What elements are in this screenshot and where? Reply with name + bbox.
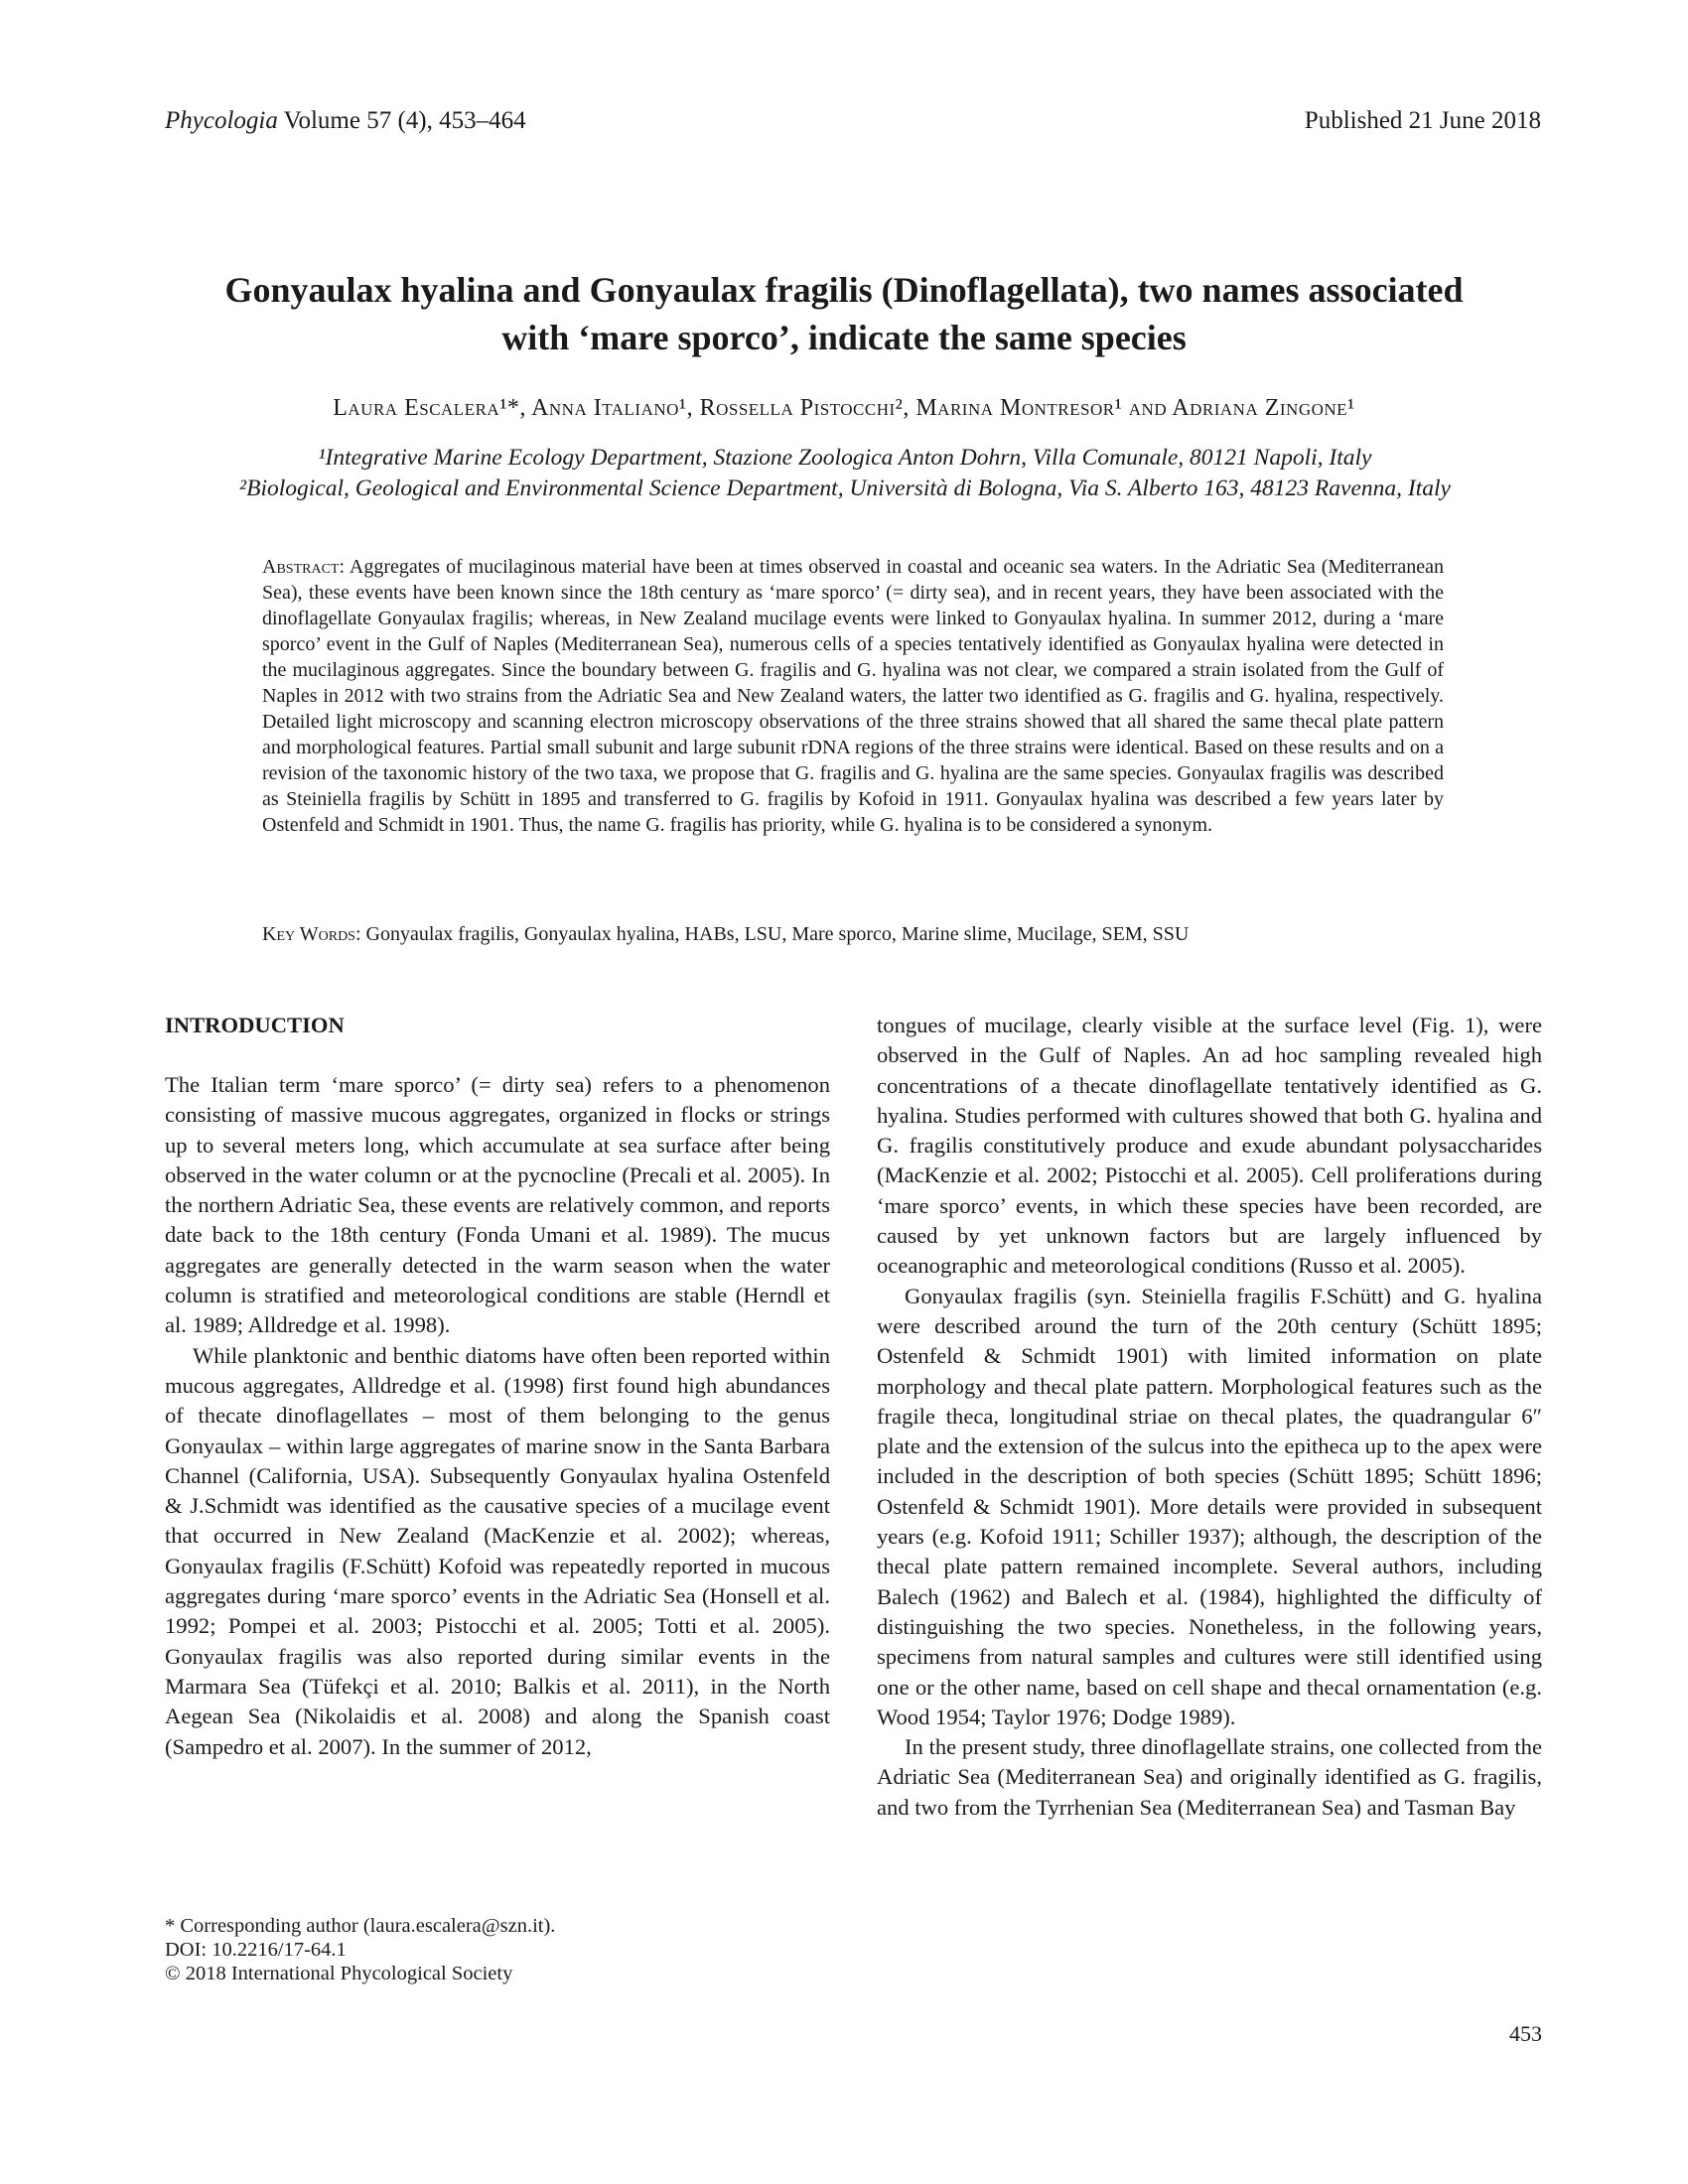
section-heading-introduction: INTRODUCTION	[165, 1013, 345, 1037]
corresponding-author-note: * Corresponding author (laura.escalera@szn.it).	[165, 1915, 556, 1937]
abstract-label: Abstract:	[262, 556, 346, 578]
published-date: Published 21 June 2018	[1304, 107, 1541, 134]
copyright: © 2018 International Phycological Society	[165, 1963, 513, 1984]
author-list: Laura Escalera¹*, Anna Italiano¹, Rossella Pistocchi², Marina Montresor¹ and Adriana Zingone¹	[333, 395, 1355, 421]
keywords-text: Gonyaulax fragilis, Gonyaulax hyalina, HABs, LSU, Mare sporco, Marine slime, Mucilage, SEM, SSU	[365, 923, 1190, 945]
paragraph: The Italian term ‘mare sporco’ (= dirty sea) refers to a phenomenon consisting of massive mucous aggregates, organized in flocks or strings up to several meters long, which accumulate at sea surface after being observed in the water column or at the pycnocline (Precali et al. 2005). In the northern Adriatic Sea, these events are relatively common, and reports date back to the 18th century (Fonda Umani et al. 1989). The mucus aggregates are generally detected in the warm season when the water column is stratified and meteorological conditions are stable (Herndl et al. 1989; Alldredge et al. 1998).	[165, 1072, 830, 1338]
keywords-label: Key Words:	[262, 923, 361, 945]
journal-citation	[165, 107, 526, 135]
affiliation-2: ²Biological, Geological and Environmental Science Department, Università di Bologna, Via S. Alberto 163, 48123 Ravenna, Italy	[239, 476, 1451, 501]
abstract	[262, 554, 1444, 838]
abstract-text: Aggregates of mucilaginous material have been at times observed in coastal and oceanic sea waters. In the Adriatic Sea (Mediterranean Sea), these events have been known since the 18th century as ‘mare sporco’ (= dirty sea), and in recent years, they have been associated with the dinoflagellate Gonyaulax fragilis; whereas, in New Zealand mucilage events were linked to Gonyaulax hyalina. In summer 2012, during a ‘mare sporco’ event in the Gulf of Naples (Mediterranean Sea), numerous cells of a species tentatively identified as Gonyaulax hyalina were detected in the mucilaginous aggregates. Since the boundary between G. fragilis and G. hyalina was not clear, we compared a strain isolated from the Gulf of Naples in 2012 with two strains from the Adriatic Sea and New Zealand waters, the latter two identified as G. fragilis and G. hyalina, respectively. Detailed light microscopy and scanning electron microscopy observations of the three strains showed that all shared the same thecal plate pattern and morphological features. Partial small subunit and large subunit rDNA regions of the three strains were identical. Based on these results and on a revision of the taxonomic history of the two taxa, we propose that G. fragilis and G. hyalina are the same species. Gonyaulax fragilis was described as Steiniella fragilis by Schütt in 1895 and transferred to G. fragilis by Kofoid in 1911. Gonyaulax hyalina was described a few years later by Ostenfeld and Schmidt in 1901. Thus, the name G. fragilis has priority, while G. hyalina is to be considered a synonym.	[262, 556, 1444, 836]
right-column	[877, 1011, 1542, 1823]
page-number: 453	[1509, 2021, 1542, 2046]
article-title	[149, 266, 1539, 361]
affiliation-1: ¹Integrative Marine Ecology Department, Stazione Zoologica Anton Dohrn, Villa Comunale, 80121 Napoli, Italy	[318, 445, 1372, 471]
paragraph: While planktonic and benthic diatoms have often been reported within mucous aggregates, Alldredge et al. (1998) first found high abundances of thecate dinoflagellates – most of them belonging to the genus Gonyaulax – within large aggregates of marine snow in the Santa Barbara Channel (California, USA). Subsequently Gonyaulax hyalina Ostenfeld & J.Schmidt was identified as the causative species of a mucilage event that occurred in New Zealand (MacKenzie et al. 2002); whereas, Gonyaulax fragilis (F.Schütt) Kofoid was repeatedly reported in mucous aggregates during ‘mare sporco’ events in the Adriatic Sea (Honsell et al. 1992; Pompei et al. 2003; Pistocchi et al. 2005; Totti et al. 2005). Gonyaulax fragilis was also reported during similar events in the Marmara Sea (Tüfekçi et al. 2010; Balkis et al. 2011), in the North Aegean Sea (Nikolaidis et al. 2008) and along the Spanish coast (Sampedro et al. 2007). In the summer of 2012,	[165, 1342, 830, 1759]
paragraph: Gonyaulax fragilis (syn. Steiniella fragilis F.Schütt) and G. hyalina were described around the turn of the 20th century (Schütt 1895; Ostenfeld & Schmidt 1901) with limited information on plate morphology and thecal plate pattern. Morphological features such as the fragile theca, longitudinal striae on thecal plates, the quadrangular 6″ plate and the extension of the sulcus into the epitheca up to the apex were included in the description of both species (Schütt 1895; Schütt 1896; Ostenfeld & Schmidt 1901). More details were provided in subsequent years (e.g. Kofoid 1911; Schiller 1937); although, the description of the thecal plate pattern remained incomplete. Several authors, including Balech (1962) and Balech et al. (1984), highlighted the difficulty of distinguishing the two species. Nonetheless, in the following years, specimens from natural samples and cultures were still identified using one or the other name, based on cell shape and thecal ornamentation (e.g. Wood 1954; Taylor 1976; Dodge 1989).	[877, 1283, 1542, 1729]
paragraph: tongues of mucilage, clearly visible at the surface level (Fig. 1), were observed in the Gulf of Naples. An ad hoc sampling revealed high concentrations of a thecate dinoflagellate tentatively identified as G. hyalina. Studies performed with cultures showed that both G. hyalina and G. fragilis constitutively produce and exude abundant polysaccharides (MacKenzie et al. 2002; Pistocchi et al. 2005). Cell proliferations during ‘mare sporco’ events, in which these species have been recorded, are caused by yet unknown factors but are largely influenced by oceanographic and meteorological conditions (Russo et al. 2005).	[877, 1013, 1542, 1279]
keywords	[262, 921, 1444, 947]
title-line-1: Gonyaulax hyalina and Gonyaulax fragilis (Dinoflagellata), two names associated	[224, 270, 1464, 310]
running-head	[165, 107, 1541, 135]
title-line-2: with ‘mare sporco’, indicate the same species	[501, 318, 1187, 357]
doi: DOI: 10.2216/17-64.1	[165, 1939, 347, 1961]
affiliations	[149, 443, 1541, 504]
journal-name: Phycologia	[165, 107, 278, 134]
footnotes	[165, 1914, 830, 1985]
left-column	[165, 1011, 830, 1762]
paragraph: In the present study, three dinoflagellate strains, one collected from the Adriatic Sea (Mediterranean Sea) and originally identified as G. fragilis, and two from the Tyrrhenian Sea (Mediterranean Sea) and Tasman Bay	[877, 1734, 1542, 1820]
journal-volume: Volume 57 (4), 453–464	[277, 107, 526, 134]
